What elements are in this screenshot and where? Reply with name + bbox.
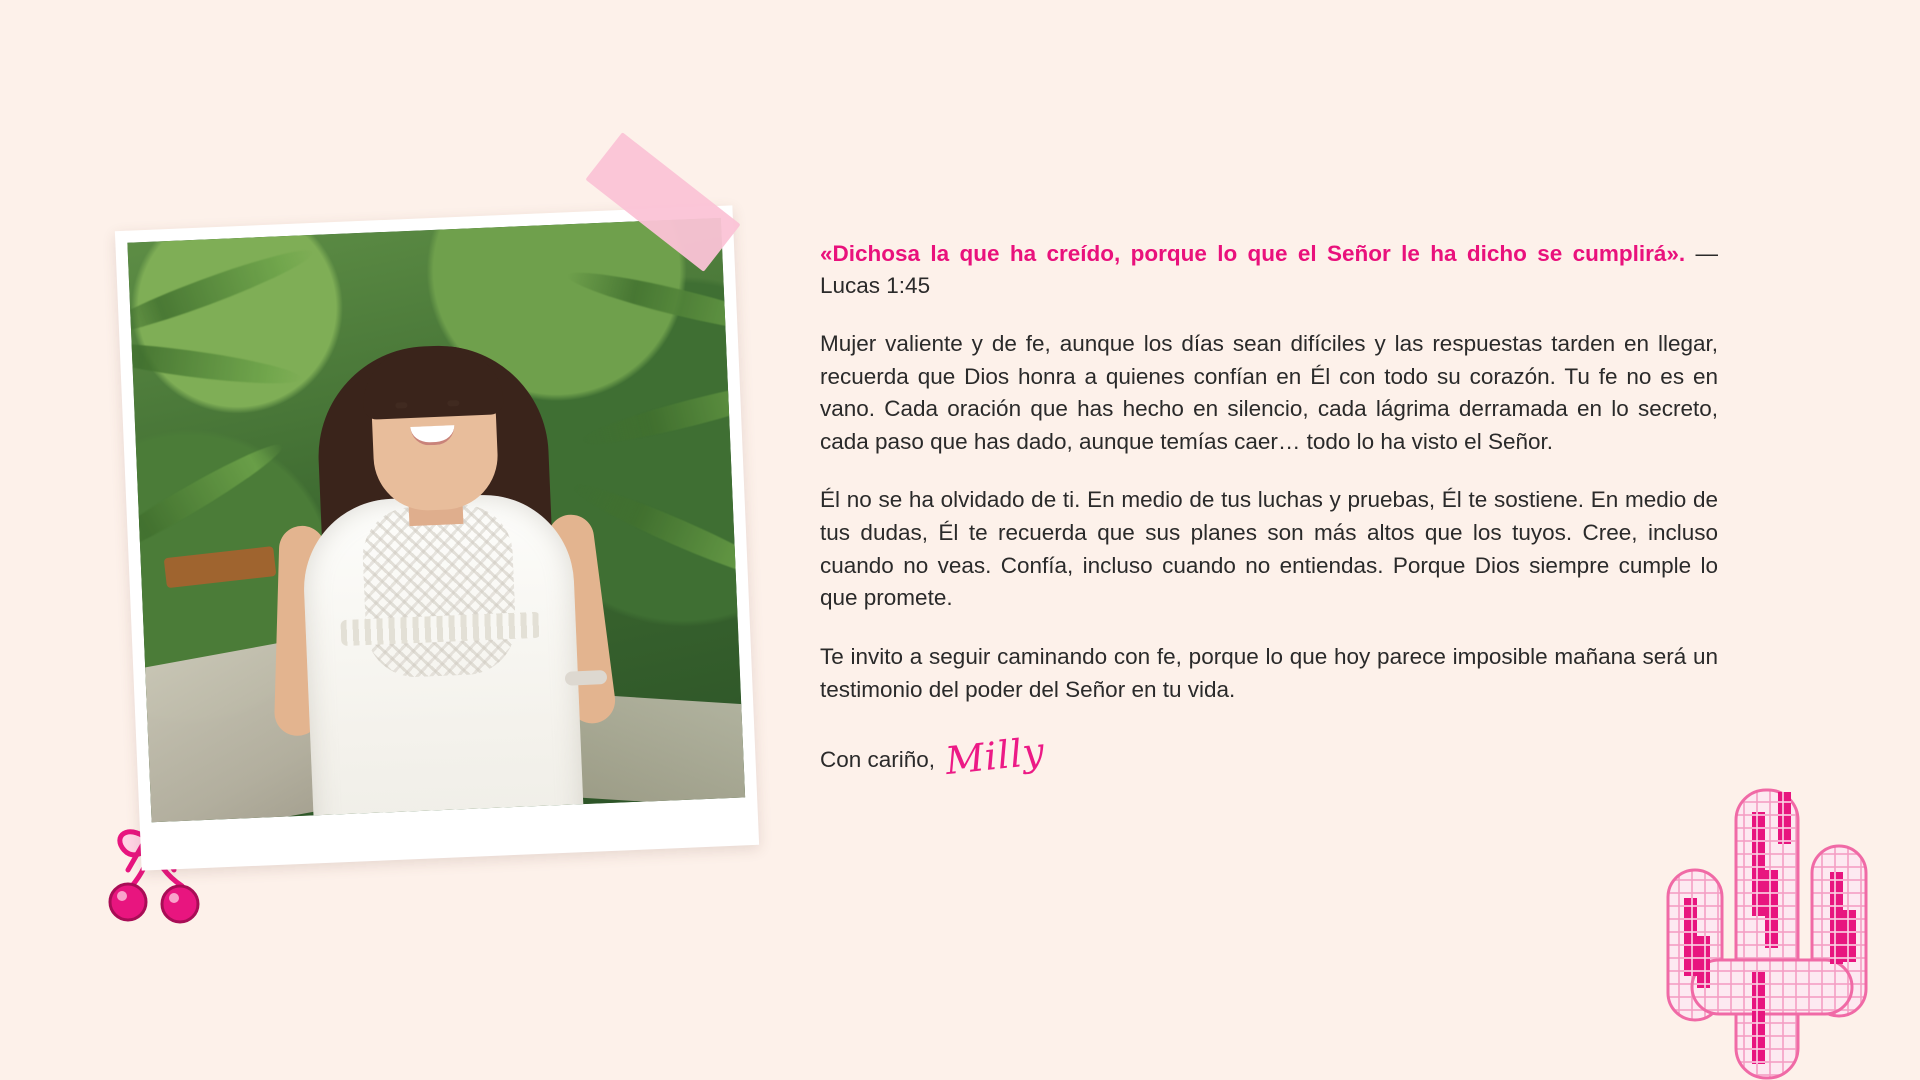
cactus-sticker bbox=[1640, 750, 1900, 1080]
verse-reference: — Lucas 1:45 bbox=[820, 241, 1718, 298]
devotional-text bbox=[820, 238, 1718, 784]
signature-name: Milly bbox=[943, 729, 1047, 784]
closing-label: Con cariño, bbox=[820, 747, 936, 773]
verse-line bbox=[820, 238, 1718, 302]
subject-eye bbox=[395, 402, 407, 408]
signature-block bbox=[820, 729, 1718, 784]
dress-lace-detail bbox=[361, 502, 518, 678]
subject-eye bbox=[447, 400, 459, 406]
photo-block bbox=[118, 180, 758, 880]
polaroid-frame bbox=[115, 205, 759, 870]
portrait-photo bbox=[127, 218, 745, 822]
paragraph-2: Él no se ha olvidado de ti. En medio de tus luchas y pruebas, Él te sostiene. En medio de tus dudas, Él te recuerda que sus planes son más altos que los tuyos. Cree, incluso cuando no veas. Confía, incluso cuando no entiendas. Porque Dios siempre cumple lo que promete. bbox=[820, 487, 1718, 611]
subject-bracelet bbox=[565, 670, 608, 686]
paragraph-3: Te invito a seguir caminando con fe, porque lo que hoy parece imposible mañana será un testimonio del poder del Señor en tu vida. bbox=[820, 643, 1718, 702]
paragraph-1: Mujer valiente y de fe, aunque los días sean difíciles y las respuestas tarden en llegar, recuerda que Dios honra a quienes confían en Él con todo su corazón. Tu fe no es en vano. Cada oración que has hecho en silencio, cada lágrima derramada en lo secreto, cada paso que has dado, aunque temías caer… todo lo ha visto el Señor. bbox=[820, 330, 1718, 454]
verse-quote: «Dichosa la que ha creído, porque lo que el Señor le ha dicho se cumplirá». bbox=[820, 241, 1686, 266]
